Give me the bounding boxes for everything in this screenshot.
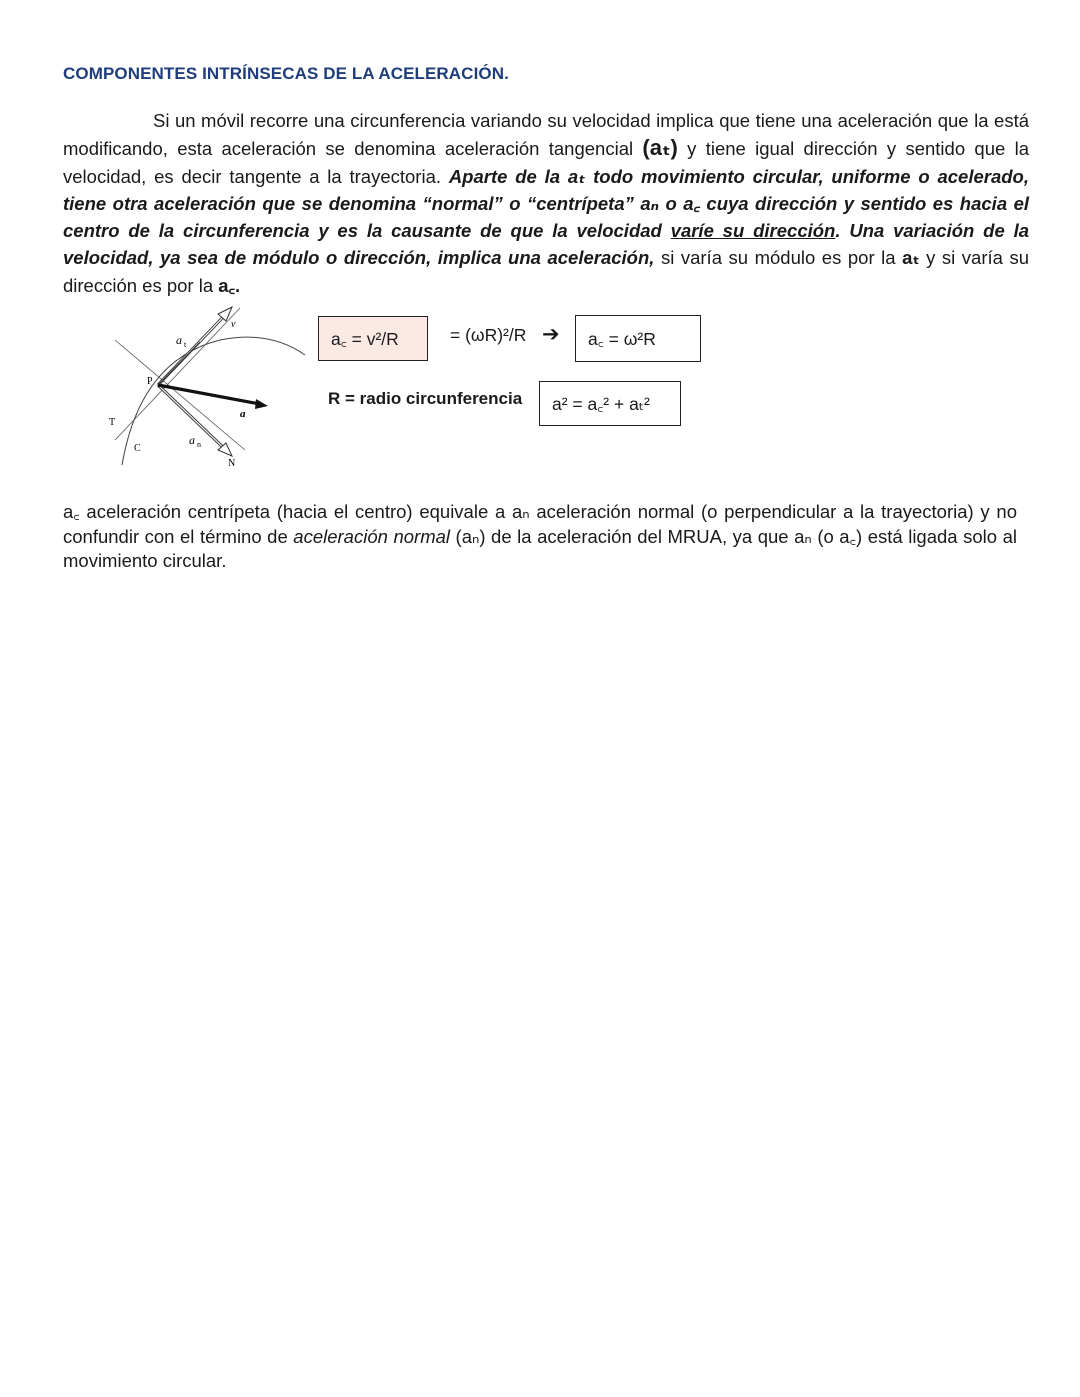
normal-line xyxy=(115,308,240,440)
omega-substitution: = (ωR)²/R xyxy=(450,325,527,345)
acceleration-diagram xyxy=(100,300,315,475)
label-at: a xyxy=(176,333,182,347)
clarification-paragraph xyxy=(63,500,1017,574)
ac-symbol-inline: a꜀. xyxy=(218,274,241,296)
label-t: T xyxy=(109,417,116,428)
centripetal-formula-box: a꜀ = v²/R xyxy=(318,316,428,361)
text-run: y si varía su dirección es por la xyxy=(63,247,1030,296)
underlined-emphasis: varíe su dirección xyxy=(670,220,836,242)
angular-formula-box: a꜀ = ω²R xyxy=(575,315,701,362)
trajectory-arc xyxy=(122,337,305,465)
implies-arrow-icon: ➔ xyxy=(542,323,560,346)
total-acceleration-arrow xyxy=(255,399,268,409)
italic-term: aceleración normal xyxy=(293,525,450,547)
label-p: P xyxy=(147,376,153,387)
tangential-acceleration-vector xyxy=(158,342,200,385)
emphasis-text: . Una variación de la velocidad, ya sea de módulo o dirección, implica una aceleración, xyxy=(63,220,1029,269)
label-an: a xyxy=(189,433,195,447)
emphasis-text: Aparte de la aₜ todo movimiento circular, uniforme o acelerado, tiene otra aceleración que se denomina “normal” o “centrípeta” aₙ o a꜀ cuya dirección y sentido es hacia el centro de la circunferencia y es la causante de que la velocidad xyxy=(63,165,1029,242)
tangent-line xyxy=(115,340,245,450)
label-a: a xyxy=(240,408,246,420)
label-an-sub: n xyxy=(197,440,201,449)
label-c: C xyxy=(134,443,141,454)
text-run: y tiene igual dirección y sentido que la velocidad, es decir tangente a la trayectoria. xyxy=(63,138,1029,187)
at-symbol-inline: aₜ xyxy=(902,247,920,269)
label-n: N xyxy=(228,458,236,469)
text-run: si varía su módulo es por la xyxy=(654,247,903,269)
radius-definition: R = radio circunferencia xyxy=(328,389,523,408)
text-run: (aₙ) de la aceleración del MRUA, ya que aₙ (o a꜀) está ligada solo al movimiento circular. xyxy=(63,525,1017,571)
label-v: v xyxy=(231,319,236,330)
label-at-sub: t xyxy=(184,340,187,349)
section-title: COMPONENTES INTRÍNSECAS DE LA ACELERACIÓN. xyxy=(63,64,509,83)
intro-paragraph xyxy=(63,107,1029,299)
at-symbol: (aₜ) xyxy=(642,135,678,161)
text-run: a꜀ aceleración centrípeta (hacia el centro) equivale a aₙ aceleración normal (o perpendicular a la trayectoria) y no confundir con el término de xyxy=(63,501,1017,547)
total-acceleration-box: a² = a꜀² + aₜ² xyxy=(539,381,681,426)
text-run: Si un móvil recorre una circunferencia variando su velocidad implica que tiene una aceleración que la está modificando, esta aceleración se denomina aceleración tangencial xyxy=(63,110,1029,160)
